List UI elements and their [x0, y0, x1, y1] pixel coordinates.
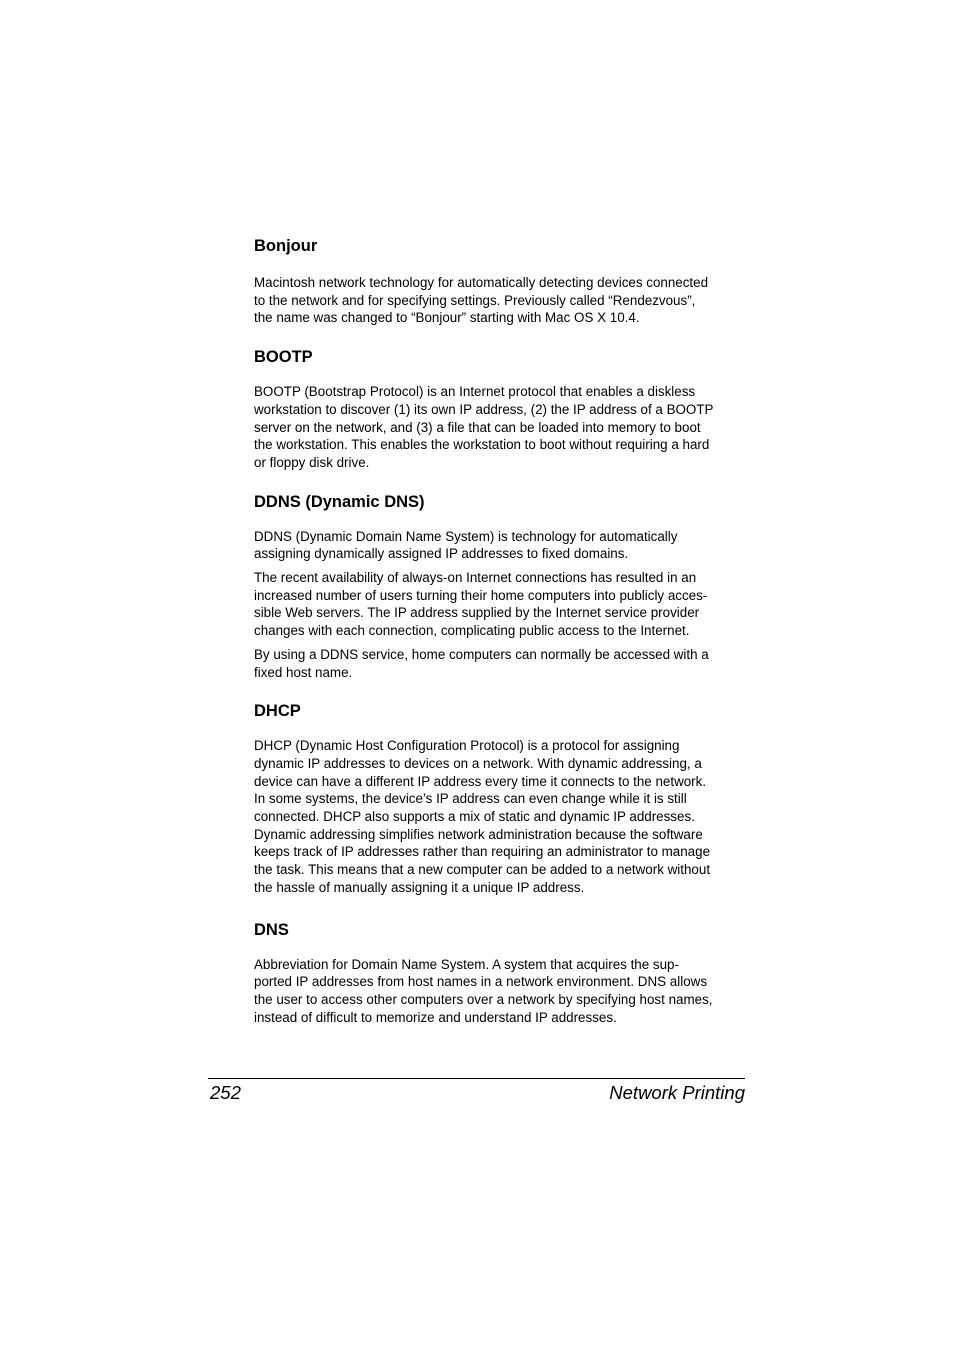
text-line: In some systems, the device’s IP address can even change while it is still	[254, 791, 687, 807]
text-line: Abbreviation for Domain Name System. A system that acquires the sup-	[254, 956, 679, 972]
text-line: dynamic IP addresses to devices on a network. With dynamic addressing, a	[254, 755, 702, 771]
text-line: keeps track of IP addresses rather than requiring an administrator to manage	[254, 844, 711, 860]
paragraph-dns	[254, 956, 746, 1027]
section-heading-dhcp: DHCP	[254, 702, 301, 721]
text-line: BOOTP (Bootstrap Protocol) is an Internet protocol that enables a diskless	[254, 384, 696, 400]
section-heading-bootp: BOOTP	[254, 348, 313, 367]
text-line: the user to access other computers over a network by specifying host names,	[254, 991, 713, 1007]
text-line: the hassle of manually assigning it a unique IP address.	[254, 879, 585, 895]
footer-divider	[208, 1078, 745, 1079]
text-line: changes with each connection, complicating public access to the Internet.	[254, 623, 690, 639]
text-line: server on the network, and (3) a file that can be loaded into memory to boot	[254, 419, 701, 435]
paragraph-ddns-1	[254, 528, 746, 563]
text-line: The recent availability of always-on Internet connections has resulted in an	[254, 570, 697, 586]
paragraph-dhcp	[254, 737, 746, 896]
text-line: Dynamic addressing simplifies network administration because the software	[254, 826, 703, 842]
paragraph-bonjour	[254, 274, 746, 327]
paragraph-ddns-2	[254, 569, 746, 640]
text-line: DDNS (Dynamic Domain Name System) is technology for automatically	[254, 528, 678, 544]
text-line: workstation to discover (1) its own IP address, (2) the IP address of a BOOTP	[254, 401, 714, 417]
section-heading-dns: DNS	[254, 920, 289, 939]
text-line: the task. This means that a new computer can be added to a network without	[254, 862, 711, 878]
text-line: or floppy disk drive.	[254, 454, 370, 470]
text-line: By using a DDNS service, home computers can normally be accessed with a	[254, 646, 709, 662]
text-line: ported IP addresses from host names in a network environment. DNS allows	[254, 974, 708, 990]
text-line: to the network and for specifying settings. Previously called “Rendezvous”,	[254, 292, 696, 308]
text-line: Macintosh network technology for automatically detecting devices connected	[254, 275, 709, 290]
section-heading-ddns: DDNS (Dynamic DNS)	[254, 492, 425, 511]
text-line: the name was changed to “Bonjour” starting with Mac OS X 10.4.	[254, 310, 640, 326]
text-line: increased number of users turning their home computers into publicly acces-	[254, 587, 708, 603]
text-line: the workstation. This enables the workstation to boot without requiring a hard	[254, 437, 710, 453]
text-line: instead of difficult to memorize and understand IP addresses.	[254, 1009, 617, 1025]
text-line: connected. DHCP also supports a mix of static and dynamic IP addresses.	[254, 809, 695, 825]
page-body	[254, 236, 746, 1026]
chapter-title: Network Printing	[609, 1082, 745, 1103]
page-number: 252	[210, 1082, 241, 1103]
paragraph-bootp	[254, 383, 746, 472]
text-line: fixed host name.	[254, 664, 353, 680]
text-line: assigning dynamically assigned IP addresses to fixed domains.	[254, 546, 629, 562]
paragraph-ddns-3	[254, 646, 746, 681]
text-line: DHCP (Dynamic Host Configuration Protocol) is a protocol for assigning	[254, 738, 680, 754]
text-line: device can have a different IP address every time it connects to the network.	[254, 773, 707, 789]
text-line: sible Web servers. The IP address supplied by the Internet service provider	[254, 605, 700, 621]
section-heading-bonjour: Bonjour	[254, 237, 318, 255]
